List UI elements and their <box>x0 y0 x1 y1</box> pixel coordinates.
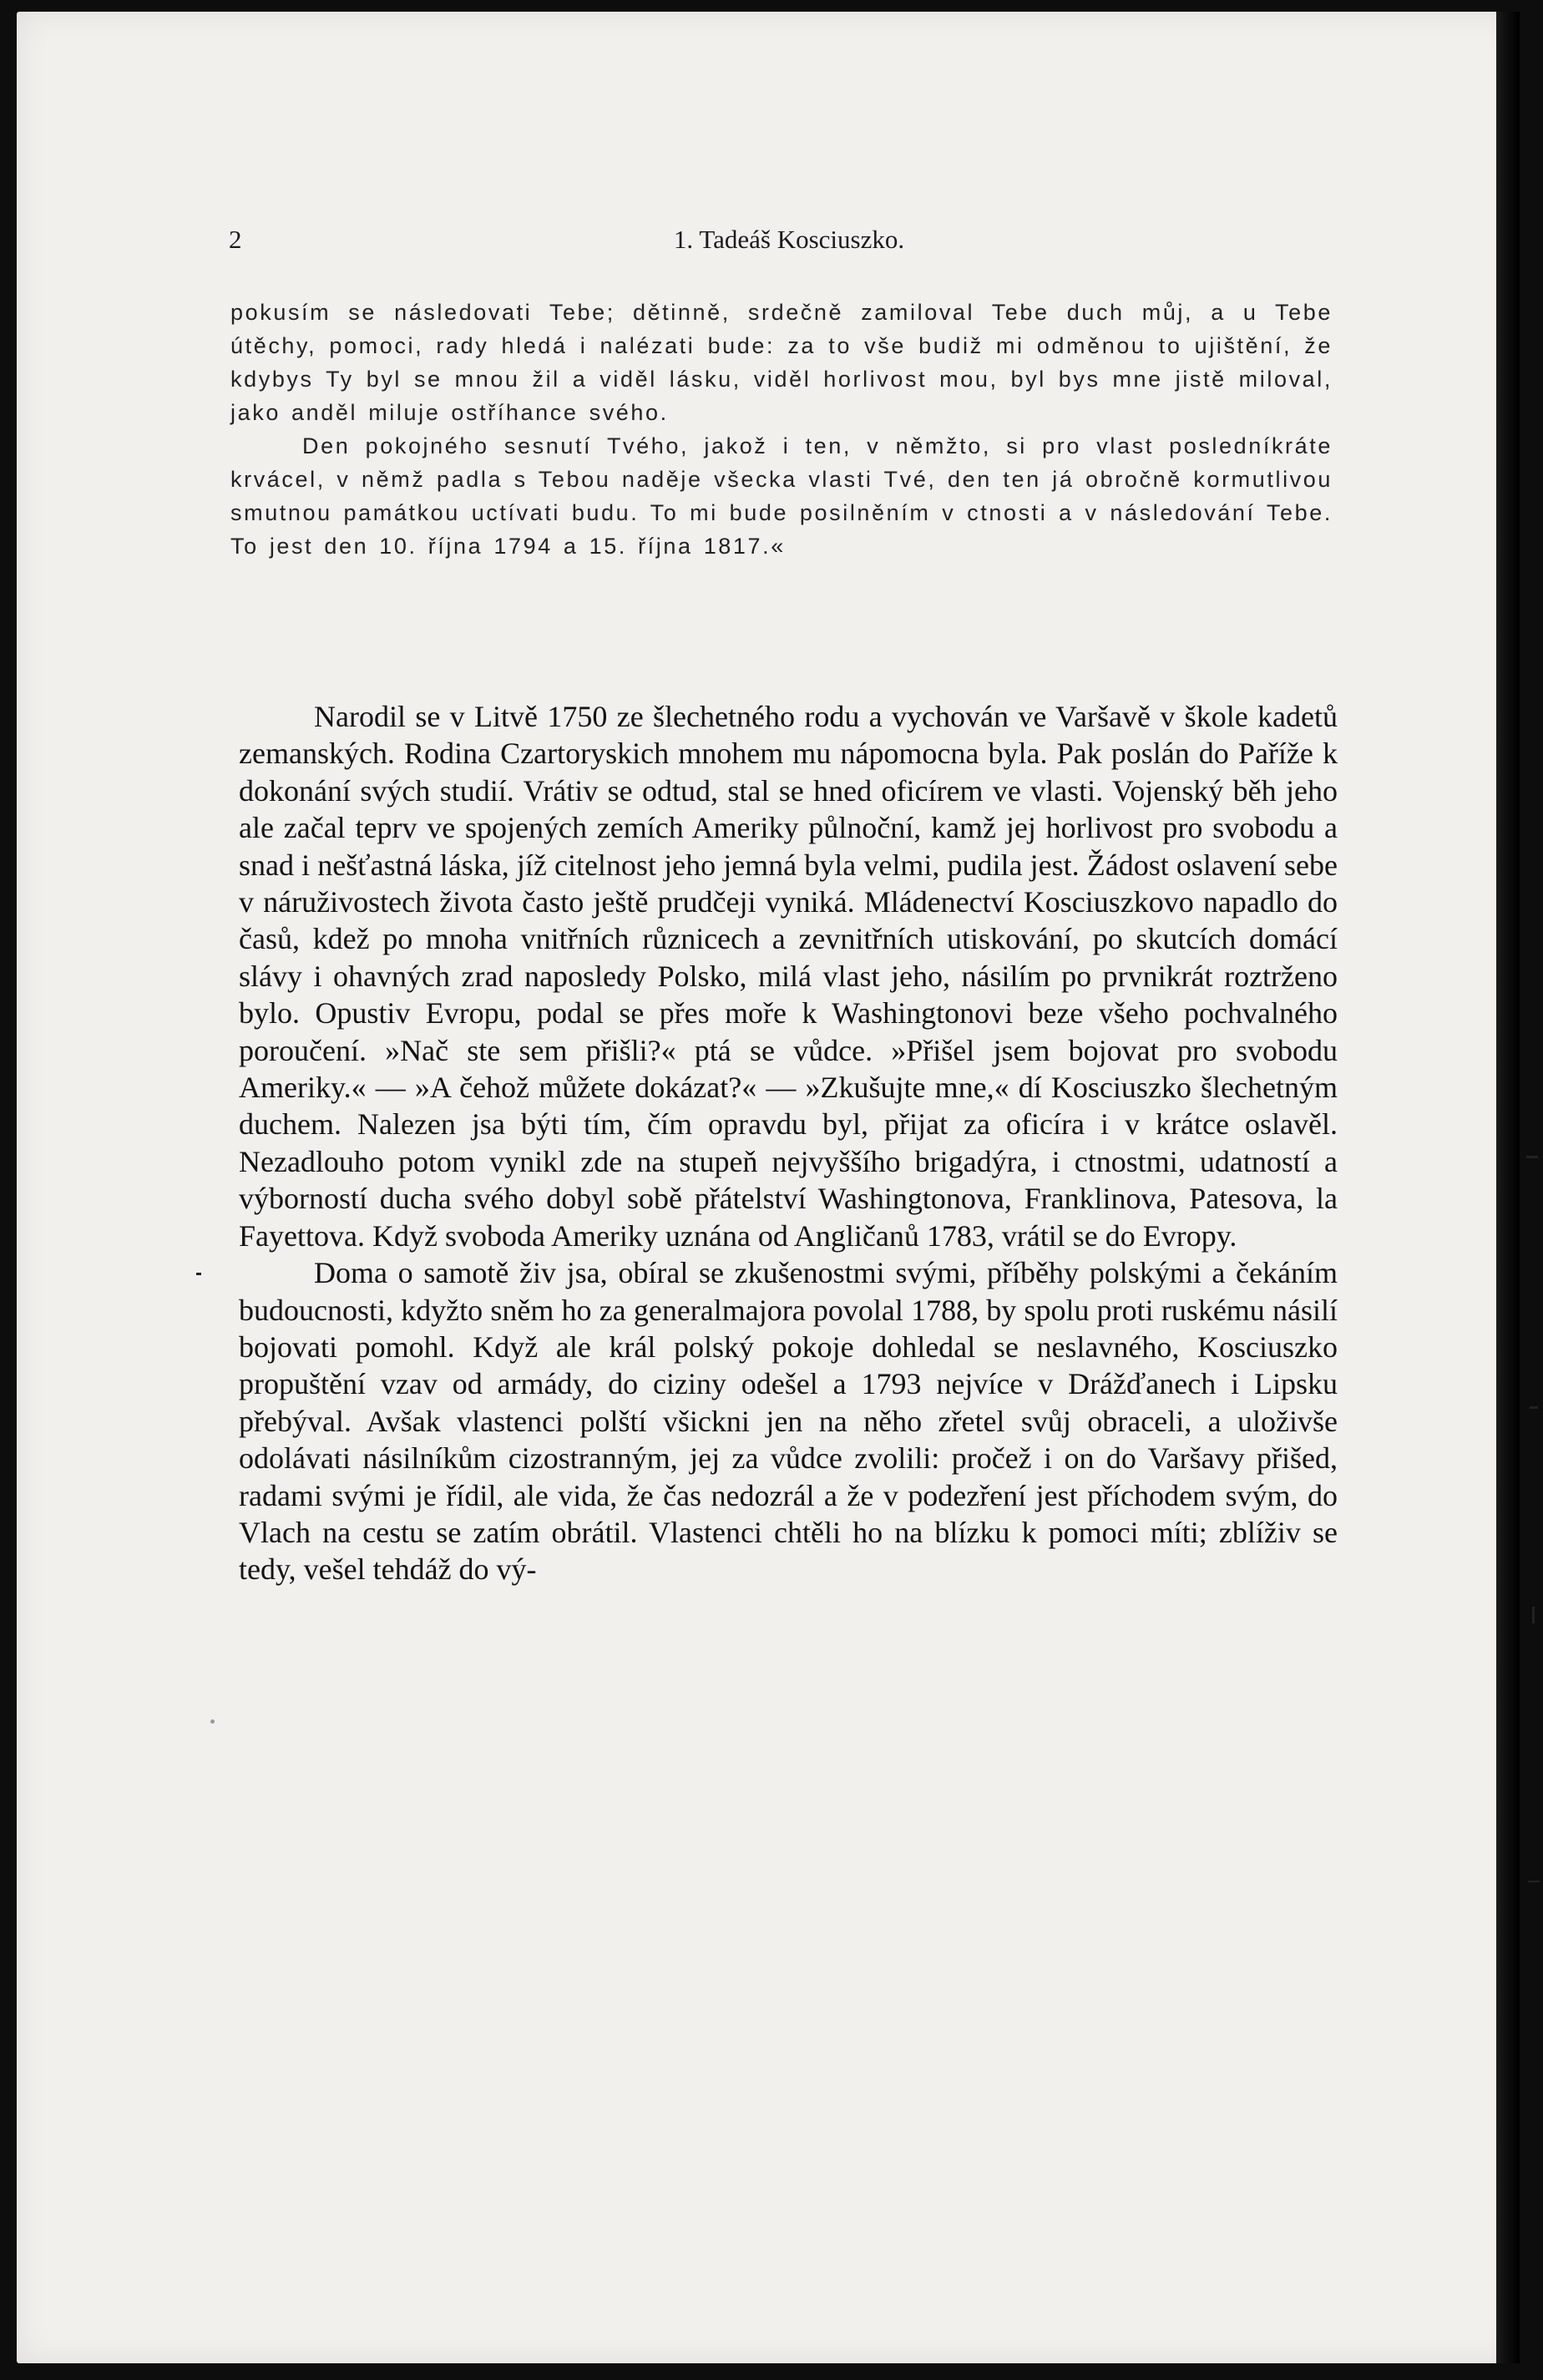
book-spine <box>1496 12 1520 2363</box>
page-number: 2 <box>229 225 242 254</box>
margin-speck <box>210 1719 215 1724</box>
margin-speck <box>1530 1406 1538 1409</box>
body-paragraph: Doma o samotě živ jsa, obíral se zkušenostmi svými, příběhy polskými a čekáním budoucnosti, kdyžto sněm ho za generalmajora povolal 1788, by spolu proti ruskému násilí bojovati pomohl. Když ale král polský pokoje dohledal se neslavného, Kosciuszko propuštění vzav od armády, do ciziny odešel a 1793 nejvíce v Drážďanech i Lipsku přebýval. Avšak vlastenci polští všickni jen na něho zřetel svůj obraceli, a uloživše odolávati násilníkům cizostranným, jej za vůdce zvolili: pročež i on do Varšavy přišed, radami svými je řídil, ale vida, že čas nedozrál a že v podezření jest příchodem svým, do Vlach na cestu se zatím obrátil. Vlastenci chtěli ho na blízku k pomoci míti; zblíživ se tedy, vešel tehdáž do vý- <box>239 1256 1338 1587</box>
quote-paragraph: pokusím se následovati Tebe; dětinně, srdečně zamiloval Tebe duch můj, a u Tebe útěchy, pomoci, rady hledá i nalézati bude: za to vše budiž mi odměnou to ujištění, že kdybys Ty byl se mnou žil a viděl lásku, viděl horlivost mou, byl bys mne jistě miloval, jako anděl miluje ostříhance svého. <box>230 300 1333 425</box>
margin-speck <box>196 1273 201 1275</box>
book-page <box>17 12 1520 2363</box>
margin-speck <box>1528 1881 1540 1882</box>
margin-speck <box>1532 1607 1535 1623</box>
quote-paragraph: Den pokojného sesnutí Tvého, jakož i ten, v němžto, si pro vlast posledníkráte krvácel, v němž padla s Tebou naděje všecka vlasti Tvé, den ten já obročně kormutlivou smutnou památkou uctívati budu. To mi bude posilněním v ctnosti a v následování Tebe. To jest den 10. října 1794 a 15. října 1817.« <box>230 433 1333 559</box>
body-text <box>239 698 1338 1588</box>
running-header <box>217 225 1361 258</box>
margin-speck <box>1526 1156 1538 1158</box>
quoted-passage <box>230 296 1333 563</box>
body-paragraph: Narodil se v Litvě 1750 ze šlechetného rodu a vychován ve Varšavě v škole kadetů zemanských. Rodina Czartoryskich mnohem mu nápomocna byla. Pak poslán do Paříže k dokonání svých studií. Vrátiv se odtud, stal se hned oficírem ve vlasti. Vojenský běh jeho ale začal teprv ve spojených zemích Ameriky půlnoční, kamž jej horlivost pro svobodu a snad i nešťastná láska, jíž citelnost jeho jemná byla velmi, pudila jest. Žádost oslavení sebe v náruživostech života často ještě prudčeji vyniká. Mládenectví Kosciuszkovo napadlo do časů, kdež po mnoha vnitřních různicech a zevnitřních utiskování, po skutcích domácí slávy i ohavných zrad naposledy Polsko, milá vlast jeho, násilím po prvnikrát roztrženo bylo. Opustiv Evropu, podal se přes moře k Washingtonovi beze všeho pochvalného poroučení. »Nač ste sem přišli?« ptá se vůdce. »Přišel jsem bojovat pro svobodu Ameriky.« — »A čehož můžete dokázat?« — »Zkušujte mne,« dí Kosciuszko šlechetným duchem. Nalezen jsa býti tím, čím opravdu byl, přijat za oficíra i v krátce oslavěl. Nezadlouho potom vynikl zde na stupeň nejvyššího brigadýra, i ctnostmi, udatností a výborností ducha svého dobyl sobě přátelství Washingtonova, Franklinova, Patesova, la Fayettova. Když svoboda Ameriky uznána od Angličanů 1783, vrátil se do Evropy. <box>239 700 1338 1253</box>
chapter-title: 1. Tadeáš Kosciuszko. <box>673 225 905 254</box>
